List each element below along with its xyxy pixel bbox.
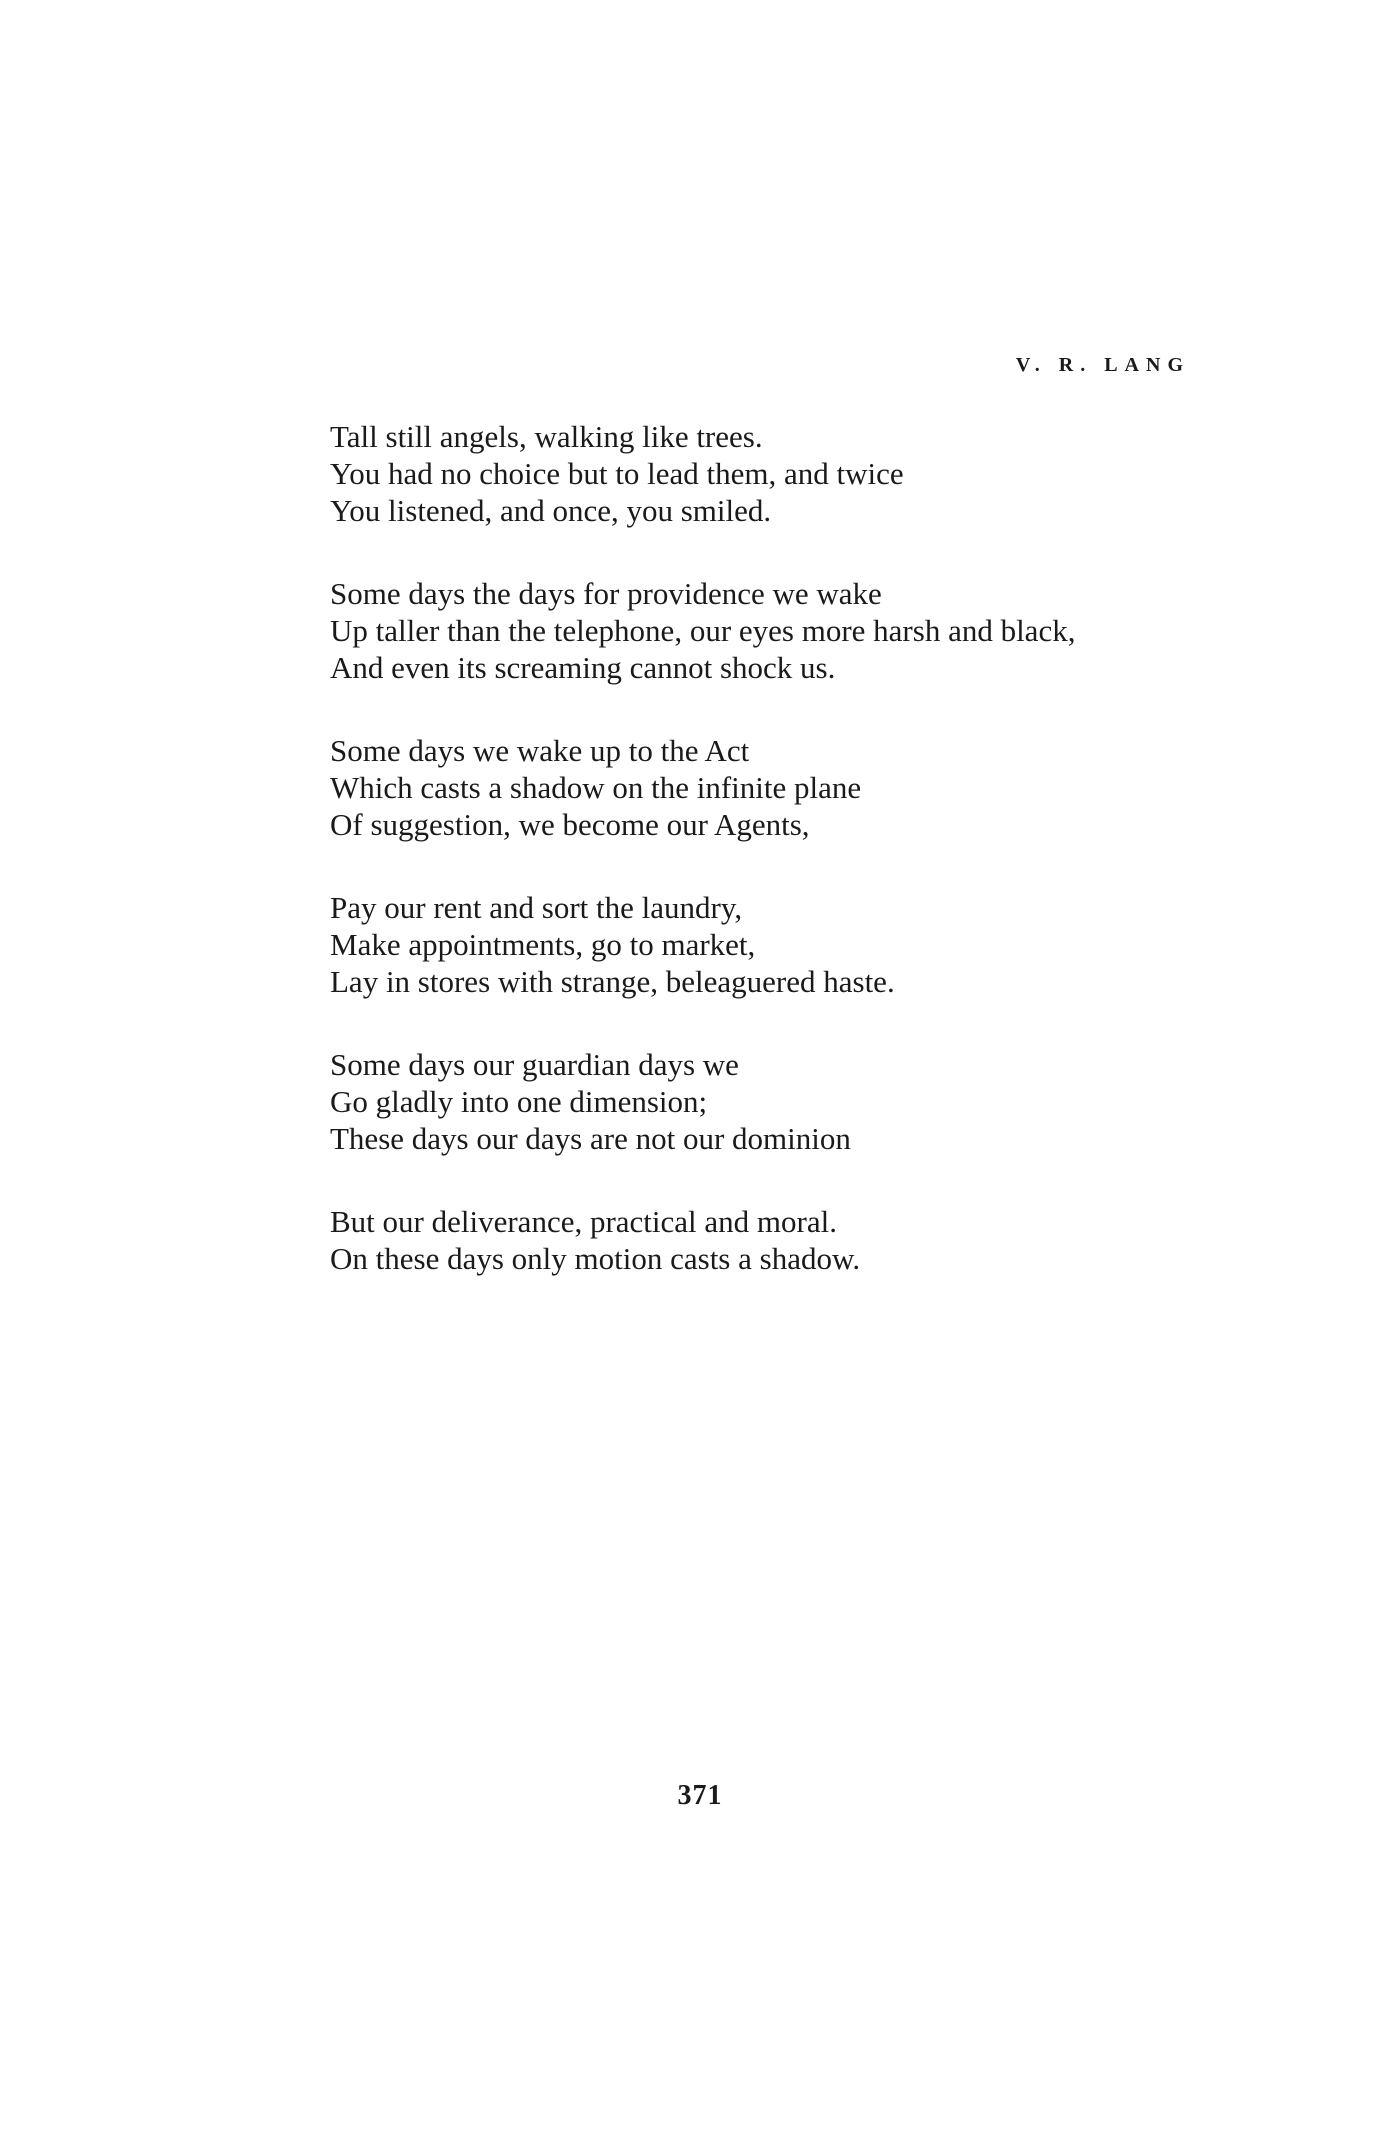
poem-line: And even its screaming cannot shock us. <box>330 650 836 685</box>
poem-line: Some days we wake up to the Act <box>330 733 750 768</box>
poem-line: You had no choice but to lead them, and twice <box>330 456 904 491</box>
page-number: 371 <box>677 1780 723 1811</box>
poem-line: But our deliverance, practical and moral. <box>330 1204 837 1239</box>
poem-line: You listened, and once, you smiled. <box>330 493 772 528</box>
stanza-3 <box>330 732 1230 843</box>
stanza-1 <box>330 418 1230 529</box>
stanza-4 <box>330 889 1230 1000</box>
poem-line: Make appointments, go to market, <box>330 927 756 962</box>
poem-line: Lay in stores with strange, beleaguered haste. <box>330 964 895 999</box>
poem-line: Pay our rent and sort the laundry, <box>330 890 743 925</box>
poem-line: These days our days are not our dominion <box>330 1121 851 1156</box>
poem-line: Go gladly into one dimension; <box>330 1084 708 1119</box>
poem-line: Of suggestion, we become our Agents, <box>330 807 810 842</box>
stanza-5 <box>330 1046 1230 1157</box>
stanza-6 <box>330 1203 1230 1277</box>
poem-line: On these days only motion casts a shadow. <box>330 1241 861 1276</box>
poem-line: Tall still angels, walking like trees. <box>330 419 763 454</box>
stanza-2 <box>330 575 1230 686</box>
running-head-author: V. R. LANG <box>1015 354 1190 376</box>
poem-line: Which casts a shadow on the infinite plane <box>330 770 862 805</box>
poem-body <box>330 418 1230 1323</box>
poem-line: Up taller than the telephone, our eyes more harsh and black, <box>330 613 1076 648</box>
poem-line: Some days the days for providence we wake <box>330 576 882 611</box>
poem-line: Some days our guardian days we <box>330 1047 739 1082</box>
